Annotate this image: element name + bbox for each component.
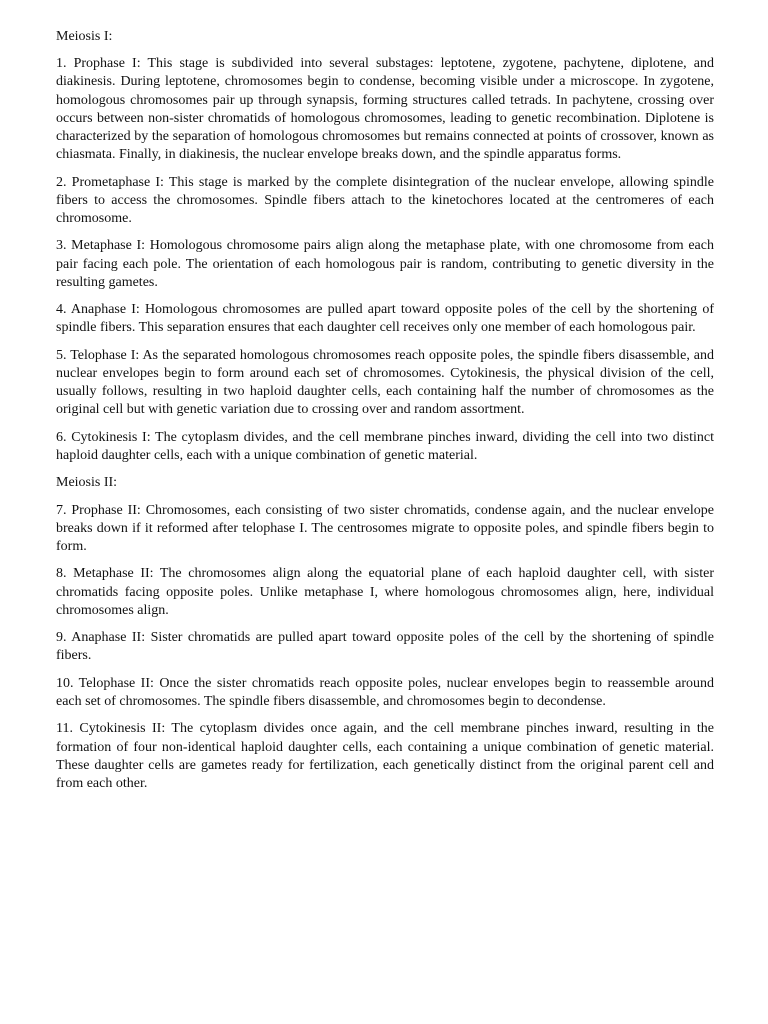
paragraph-anaphase-2: 9. Anaphase II: Sister chromatids are pulled apart toward opposite poles of the cell by the shortening of spindle fibers. — [56, 630, 714, 664]
section-heading: Meiosis II: — [56, 475, 118, 491]
paragraph-cytokinesis-1: 6. Cytokinesis I: The cytoplasm divides, and the cell membrane pinches inward, dividing the cell into two distinct haploid daughter cells, each with a unique combination of genetic material. — [56, 429, 714, 463]
paragraph-prophase-1: 1. Prophase I: This stage is subdivided into several substages: leptotene, zygotene, pachytene, diplotene, and diakinesis. During leptotene, chromosomes begin to condense, becoming visible under a microscope. In zygotene, homologous chromosomes pair up through synapsis, forming structures called tetrads. In pachytene, crossing over occurs between non-sister chromatids of homologous chromosomes, leading to genetic recombination. Diplotene is characterized by the separation of homologous chromosomes but remains connected at points of crossover, known as chiasmata. Finally, in diakinesis, the nuclear envelope breaks down, and the spindle apparatus forms. — [56, 56, 714, 163]
paragraph-metaphase-1: 3. Metaphase I: Homologous chromosome pairs align along the metaphase plate, with one chromosome from each pair facing each pole. The orientation of each homologous pair is random, contributing to genetic diversity in the resulting gametes. — [56, 238, 714, 290]
section-meiosis-2 — [56, 474, 714, 793]
section-heading: Meiosis I: — [56, 29, 113, 44]
section-meiosis-1 — [56, 28, 714, 465]
paragraph-cytokinesis-2: 11. Cytokinesis II: The cytoplasm divides once again, and the cell membrane pinches inward, resulting in the formation of four non-identical haploid daughter cells, each containing a unique combination of genetic material. These daughter cells are gametes ready for fertilization, each genetically distinct from the original parent cell and from each other. — [56, 721, 714, 791]
paragraph-telophase-2: 10. Telophase II: Once the sister chromatids reach opposite poles, nuclear envelopes begin to reassemble around each set of chromosomes. The spindle fibers disassemble, and chromosomes begin to decondense. — [56, 675, 714, 709]
paragraph-metaphase-2: 8. Metaphase II: The chromosomes align along the equatorial plane of each haploid daughter cell, with sister chromatids facing opposite poles. Unlike metaphase I, where homologous chromosomes align, here, individual chromosomes align. — [56, 566, 714, 618]
paragraph-telophase-1: 5. Telophase I: As the separated homologous chromosomes reach opposite poles, the spindle fibers disassemble, and nuclear envelopes begin to form around each set of chromosomes. Cytokinesis, the physical division of the cell, usually follows, resulting in two haploid daughter cells, each containing half the number of chromosomes as the original cell but with genetic variation due to crossing over and random assortment. — [56, 347, 714, 418]
paragraph-prometaphase-1: 2. Prometaphase I: This stage is marked by the complete disintegration of the nuclear envelope, allowing spindle fibers to access the chromosomes. Spindle fibers attach to the kinetochores located at the centromeres of each chromosome. — [56, 174, 714, 227]
document-page — [56, 28, 714, 802]
paragraph-anaphase-1: 4. Anaphase I: Homologous chromosomes are pulled apart toward opposite poles of the cell by the shortening of spindle fibers. This separation ensures that each daughter cell receives only one member of each homologous pair. — [56, 302, 714, 336]
paragraph-prophase-2: 7. Prophase II: Chromosomes, each consisting of two sister chromatids, condense again, and the nuclear envelope breaks down if it reformed after telophase I. The centrosomes migrate to opposite poles, and spindle fibers begin to form. — [56, 502, 714, 554]
